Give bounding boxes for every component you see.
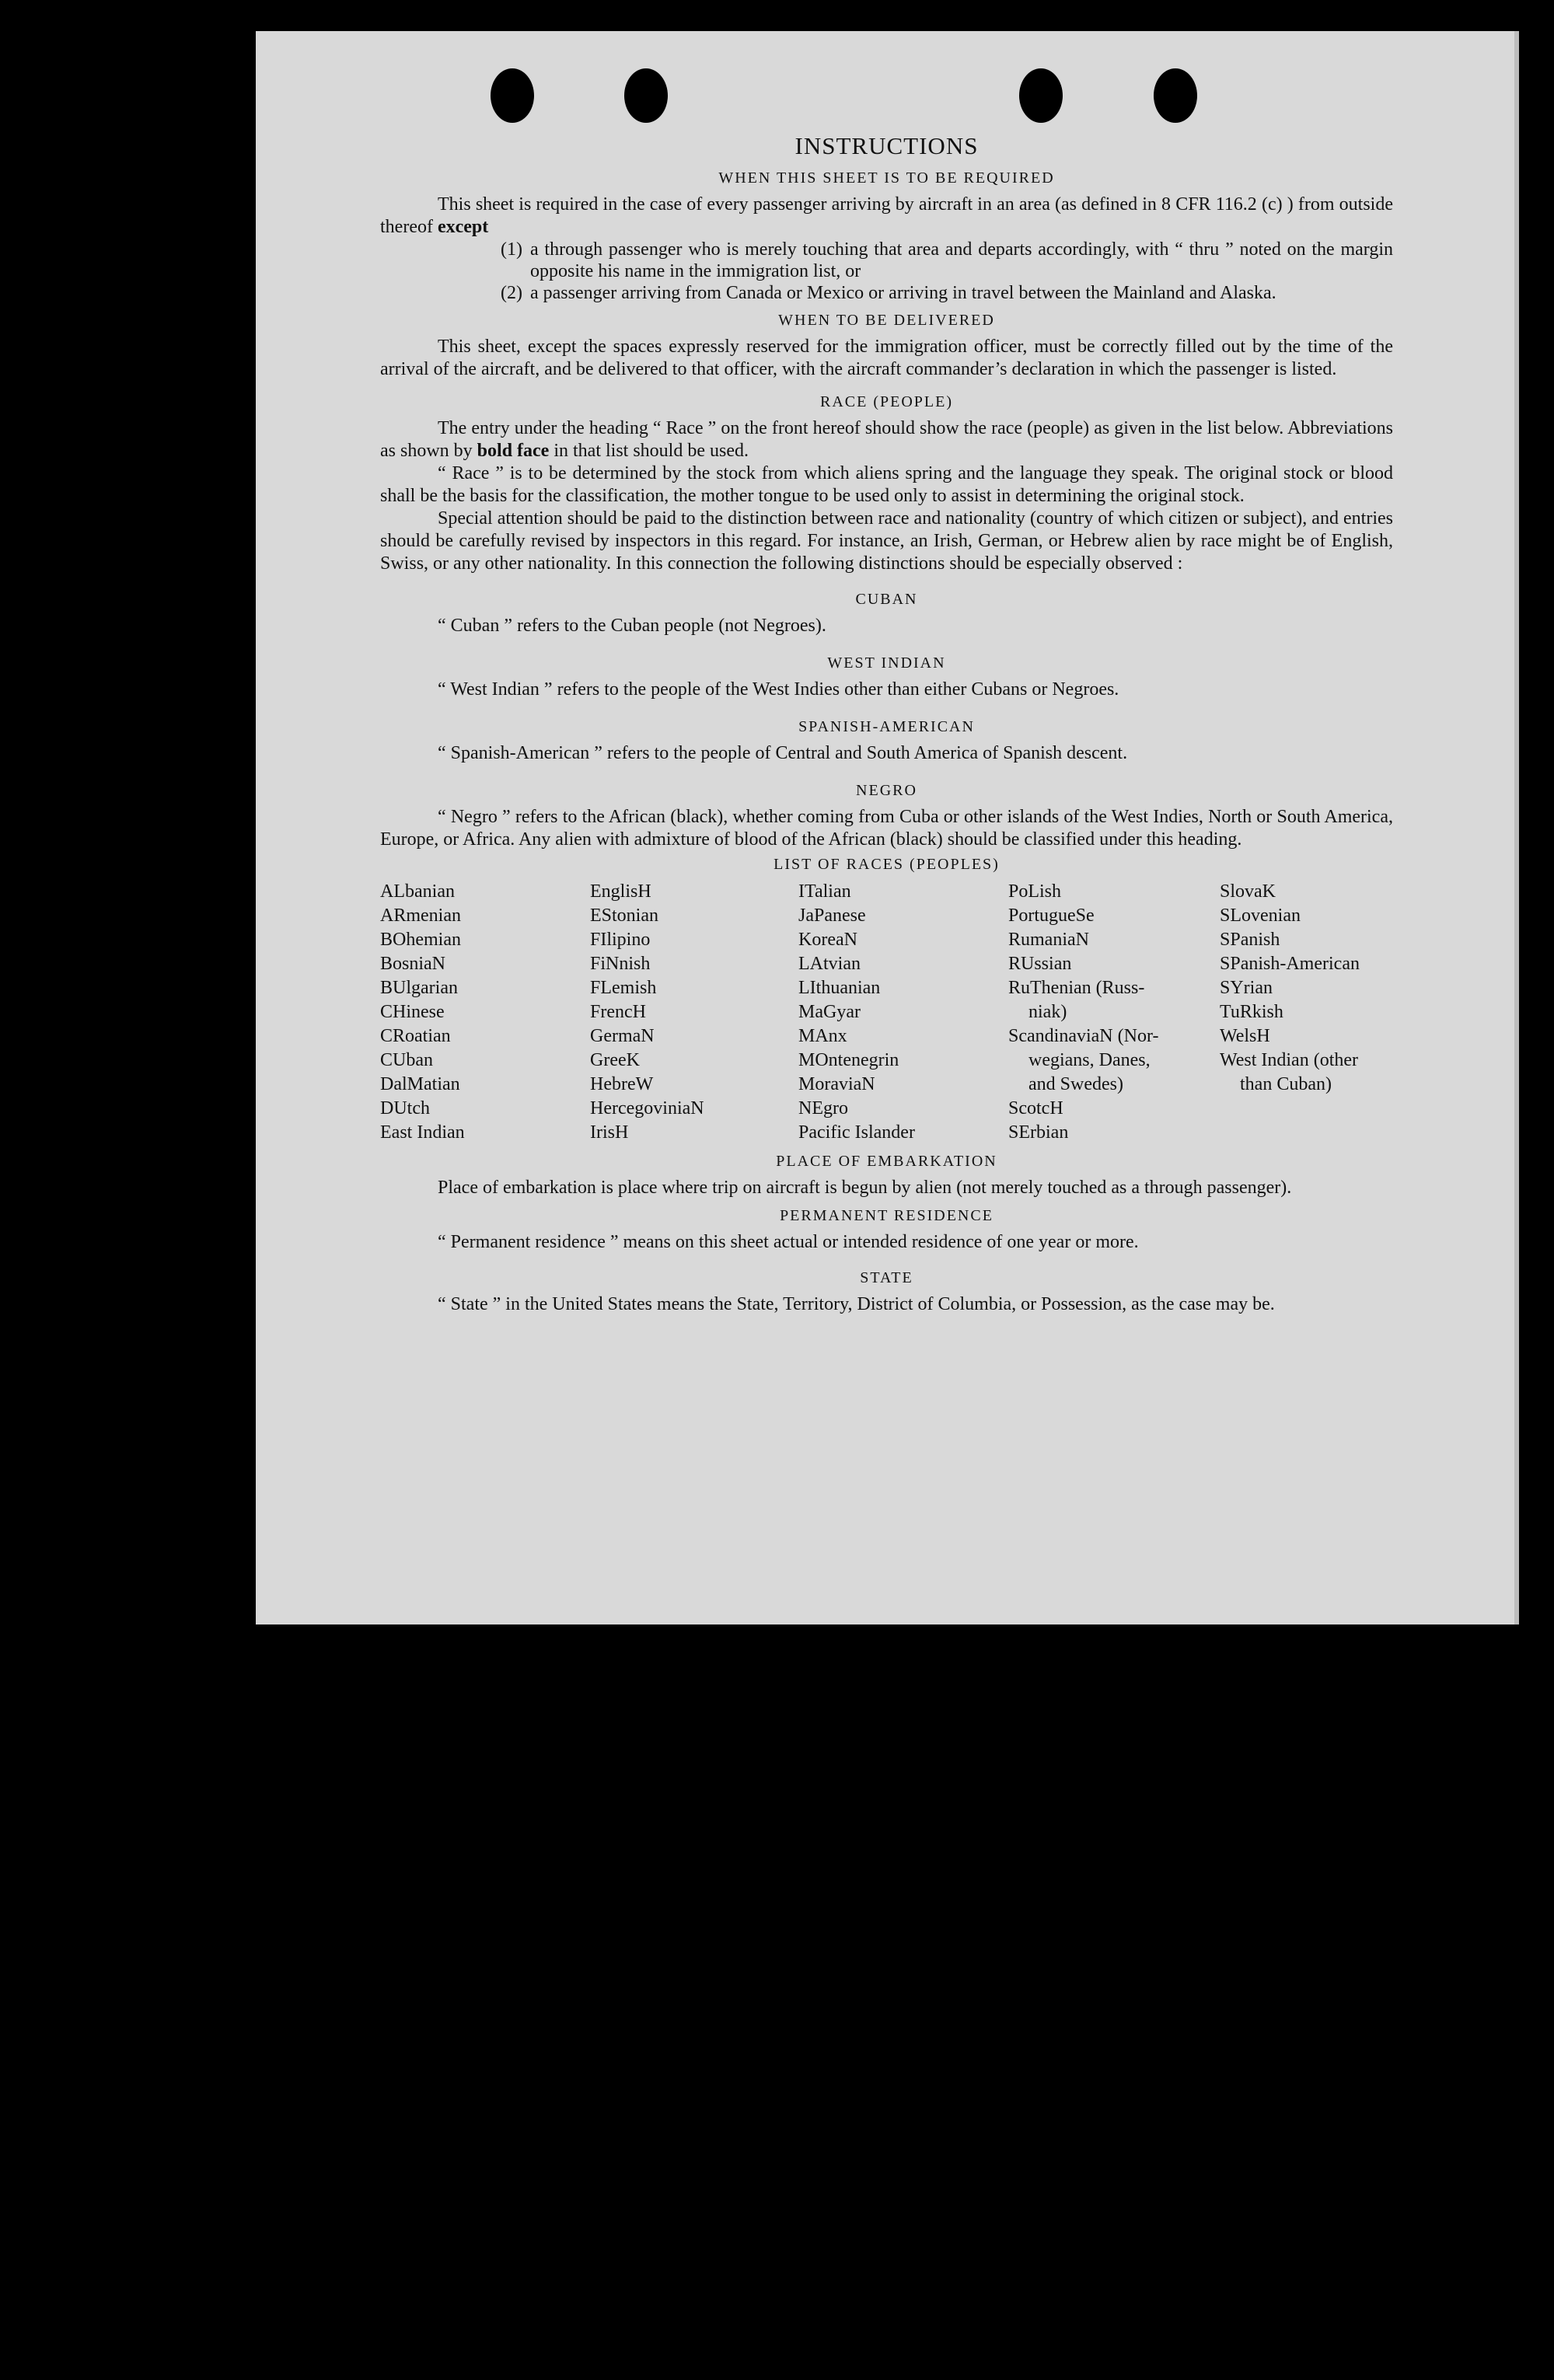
race-entry: RumaniaN (1008, 930, 1089, 950)
section-heading-list-of-races: LIST OF RACES (PEOPLES) (774, 856, 1000, 873)
race-entry: MOntenegrin (798, 1050, 899, 1070)
except-bold: except (437, 217, 489, 237)
races-column (590, 880, 798, 1145)
race-entry: SErbian (1008, 1122, 1069, 1143)
state-text: “ State ” in the United States means the State, Territory, District of Columbia, or Possession, as the case may be. (438, 1294, 1275, 1314)
race-entry: RUssian (1008, 954, 1072, 974)
item-number: (2) (501, 283, 522, 303)
section-heading-spanish-american: SPANISH-AMERICAN (798, 718, 975, 735)
west-indian-text: “ West Indian ” refers to the people of the West Indies other than either Cubans or Negroes. (438, 679, 1119, 700)
race-entry: SLovenian (1220, 906, 1301, 926)
races-column (380, 880, 590, 1145)
page-title: INSTRUCTIONS (794, 132, 979, 159)
section-heading-permanent-residence: PERMANENT RESIDENCE (780, 1207, 994, 1224)
punch-hole (1019, 68, 1063, 123)
section-heading-cuban: CUBAN (855, 591, 918, 608)
race-entry: ScandinaviaN (Nor- (1008, 1026, 1159, 1046)
race-entry: SlovaK (1220, 881, 1276, 902)
race-entry-continued: wegians, Danes, (1028, 1050, 1151, 1070)
residence-text: “ Permanent residence ” means on this sheet actual or intended residence of one year or more. (438, 1232, 1139, 1252)
race-entry: MoraviaN (798, 1074, 875, 1094)
embarkation-text: Place of embarkation is place where trip on aircraft is begun by alien (not merely touched as a through passenger). (438, 1178, 1292, 1198)
race-entry: MAnx (798, 1026, 847, 1046)
section-heading-when-required: WHEN THIS SHEET IS TO BE REQUIRED (718, 169, 1055, 187)
race-paragraph-3: Special attention should be paid to the distinction between race and nationality (country of which citizen or subject), and entries should be carefully revised by inspectors in this regard. For instance, an Irish, German, or Hebrew alien by race might be of English, Swiss, or any other nationality. In this connection the following distinctions should be especially observed : (380, 508, 1393, 574)
section-heading-negro: NEGRO (856, 782, 917, 799)
race-entry-continued: and Swedes) (1028, 1074, 1123, 1094)
race-entry: LIthuanian (798, 978, 881, 998)
race-entry-continued: than Cuban) (1240, 1074, 1332, 1094)
race-entry: MaGyar (798, 1002, 861, 1022)
race-paragraph-1: The entry under the heading “ Race ” on the front hereof should show the race (people) as given in the list below. Abbreviations as shown by bold face in that list should be used. (380, 418, 1393, 461)
section-heading-embarkation: PLACE OF EMBARKATION (776, 1153, 997, 1170)
list-item (380, 282, 1393, 304)
race-entry: TuRkish (1220, 1002, 1283, 1022)
when-required-intro: This sheet is required in the case of every passenger arriving by aircraft in an area (as defined in 8 CFR 116.2 (c) ) from outside thereof except (380, 194, 1393, 237)
section-heading-west-indian: WEST INDIAN (827, 654, 946, 672)
race-entry: FrencH (590, 1002, 646, 1022)
punch-hole (1154, 68, 1197, 123)
bold-face-text: bold face (477, 441, 550, 461)
race-entry: RuThenian (Russ- (1008, 978, 1145, 998)
race-entry: FIlipino (590, 930, 651, 950)
race-entry: ALbanian (380, 881, 455, 902)
punch-hole (491, 68, 534, 123)
races-table (380, 880, 1393, 1145)
cuban-text: “ Cuban ” refers to the Cuban people (not Negroes). (438, 616, 826, 636)
race-entry: EnglisH (590, 881, 651, 902)
race-entry: IrisH (590, 1122, 629, 1143)
race-entry: FLemish (590, 978, 657, 998)
race-entry: HebreW (590, 1074, 654, 1094)
race-entry: SPanish (1220, 930, 1280, 950)
section-heading-race: RACE (PEOPLE) (820, 393, 953, 410)
race-entry: KoreaN (798, 930, 857, 950)
section-heading-state: STATE (860, 1269, 913, 1286)
race-entry: ITalian (798, 881, 851, 902)
race-entry: GermaN (590, 1026, 655, 1046)
race-entry: WelsH (1220, 1026, 1270, 1046)
race-entry: SYrian (1220, 978, 1273, 998)
race-paragraph-2: “ Race ” is to be determined by the stock from which aliens spring and the language they speak. The original stock or blood shall be the basis for the classification, the mother tongue to be used only to assist in determining the original stock. (380, 463, 1393, 506)
race-entry: FiNnish (590, 954, 651, 974)
race-entry: JaPanese (798, 906, 866, 926)
item-text: a passenger arriving from Canada or Mexico or arriving in travel between the Mainland and Alaska. (530, 283, 1276, 303)
item-number: (1) (501, 239, 522, 260)
document-content (380, 132, 1393, 1316)
race-entry-continued: niak) (1028, 1002, 1067, 1022)
race-entry: GreeK (590, 1050, 640, 1070)
race-entry: SPanish-American (1220, 954, 1360, 974)
races-column (798, 880, 1008, 1145)
race-entry: West Indian (other (1220, 1050, 1359, 1070)
list-item (380, 239, 1393, 282)
race-entry: BUlgarian (380, 978, 458, 998)
race-entry: CRoatian (380, 1026, 451, 1046)
race-entry: PortugueSe (1008, 906, 1095, 926)
race-entry: EStonian (590, 906, 658, 926)
item-text: a through passenger who is merely touching that area and departs accordingly, with “ thru ” noted on the margin opposite his name in the immigration list, or (530, 239, 1393, 281)
race-entry: BOhemian (380, 930, 461, 950)
race-entry: DalMatian (380, 1074, 460, 1094)
spanish-american-text: “ Spanish-American ” refers to the people of Central and South America of Spanish descent. (438, 743, 1128, 763)
negro-text: “ Negro ” refers to the African (black), whether coming from Cuba or other islands of the West Indies, North or South America, Europe, or Africa. Any alien with admixture of blood of the African (black) should be classified under this heading. (380, 807, 1393, 850)
race-entry: East Indian (380, 1122, 465, 1143)
document-sheet (256, 31, 1519, 1624)
race-entry: BosniaN (380, 954, 445, 974)
race-entry: Pacific Islander (798, 1122, 915, 1143)
races-column (1220, 880, 1393, 1145)
race-entry: ARmenian (380, 906, 461, 926)
race-entry: LAtvian (798, 954, 861, 974)
race-entry: NEgro (798, 1098, 848, 1118)
race-entry: HercegoviniaN (590, 1098, 704, 1118)
race-entry: ScotcH (1008, 1098, 1063, 1118)
race-entry: CUban (380, 1050, 433, 1070)
race-entry: PoLish (1008, 881, 1062, 902)
race-entry: CHinese (380, 1002, 445, 1022)
races-column (1008, 880, 1220, 1145)
punch-hole (624, 68, 668, 123)
section-heading-when-delivered: WHEN TO BE DELIVERED (778, 312, 995, 329)
race-entry: DUtch (380, 1098, 430, 1118)
when-delivered-text: This sheet, except the spaces expressly reserved for the immigration officer, must be correctly filled out by the time of the arrival of the aircraft, and be delivered to that officer, with the aircraft commander’s declaration in which the passenger is listed. (380, 337, 1393, 379)
